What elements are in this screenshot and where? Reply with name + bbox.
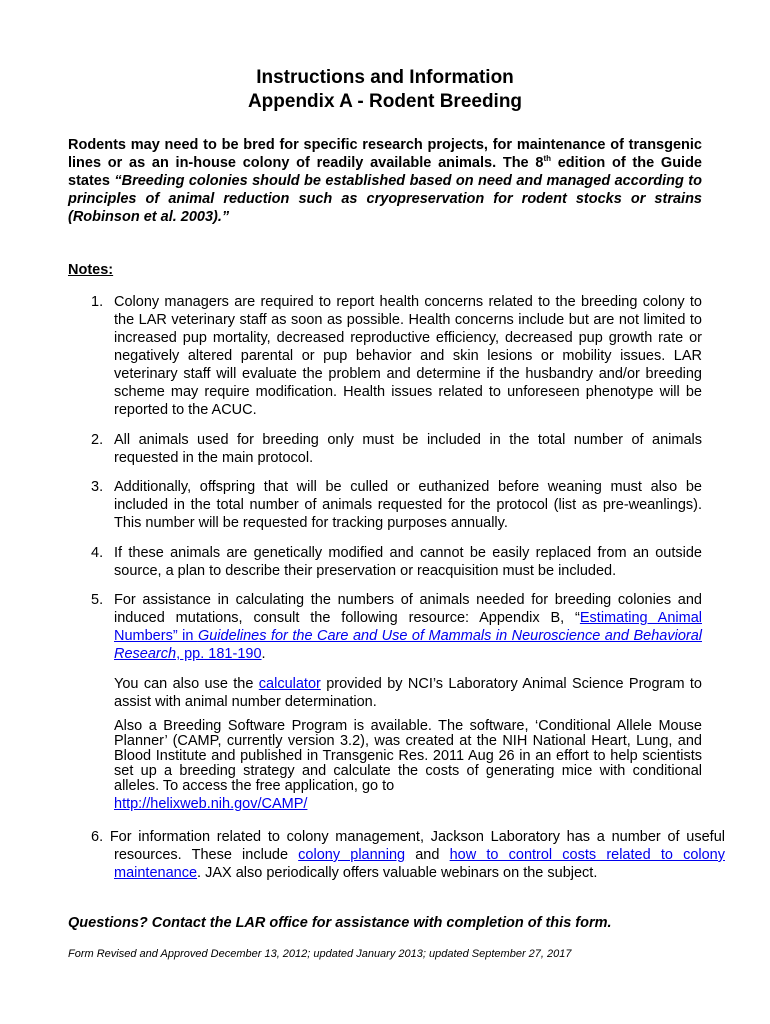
control-costs-link[interactable]: how to control costs related to colony maintenance <box>114 847 725 881</box>
guide-quote: “Breeding colonies should be established based on need and managed according to principles of animal reduction such as cryopreservation for rodent stocks or strains (Robinson et al. 2003).” <box>68 173 702 225</box>
list-number: 3. <box>91 479 104 495</box>
link-italic-text: Guidelines for the Care and Use of Mammals in Neuroscience and Behavioral Research <box>114 628 702 662</box>
notes-heading: Notes: <box>68 262 114 278</box>
calc-text-after: provided by NCI’s Laboratory Animal Science Program to assist with animal number determination. <box>114 676 702 710</box>
list-item <box>91 431 702 467</box>
calculator-link[interactable]: calculator <box>258 676 321 692</box>
list-number: 6. <box>91 829 104 845</box>
list-item-text: Colony managers are required to report health concerns related to the breeding colony to the LAR veterinary staff as soon as possible. Health concerns include but are not limited to increased pup mortality, decreased reproductive efficiency, decreased pup growth rate or negatively altered parental or pup behavior and skin lesions or mobility issues. LAR veterinary staff will evaluate the problem and determine if the husbandry and/or breeding scheme may require modification. Health issues related to unforeseen phenotype will be reported to the ACUC. <box>114 294 702 418</box>
software-paragraph <box>114 719 702 794</box>
form-revision-footer: Form Revised and Approved December 13, 2012; updated January 2013; updated September 27, 2017 <box>68 948 572 960</box>
camp-link[interactable]: http://helixweb.nih.gov/CAMP/ <box>114 796 308 812</box>
list-item-text: If these animals are genetically modified and cannot be easily replaced from an outside source, a plan to describe their preservation or reacquisition must be included. <box>114 545 702 579</box>
calc-text: You can also use the <box>114 676 259 692</box>
colony-planning-link[interactable]: colony planning <box>298 847 406 863</box>
calculator-paragraph <box>114 675 702 711</box>
list-number: 5. <box>91 592 104 608</box>
list-number: 4. <box>91 545 104 561</box>
intro-paragraph <box>68 136 702 226</box>
list-item <box>91 478 702 532</box>
list-number: 2. <box>91 432 104 448</box>
software-text: Also a Breeding Software Program is available. The software, ‘Conditional Allele Mouse Planner’ (CAMP, currently version 3.2), was created at the NIH National Heart, Lung, and Blood Institute and published in Transgenic Res. 2011 Aug 26 in an effort to help scientists set up a breeding strategy and calculate the costs of generating mice with conditional alleles. To access the free application, go to <box>114 718 702 794</box>
list-item-text: All animals used for breeding only must be included in the total number of animals requested in the main protocol. <box>114 432 702 466</box>
questions-contact: Questions? Contact the LAR office for assistance with completion of this form. <box>68 915 612 931</box>
item5-text: For assistance in calculating the numbers of animals needed for breeding colonies and induced mutations, consult the following resource: Appendix B, “ <box>114 592 702 626</box>
page-subtitle: Appendix A - Rodent Breeding <box>247 91 523 112</box>
list-item <box>91 544 702 580</box>
item6-text: For information related to colony management, Jackson Laboratory has a number of useful resources. These include <box>109 829 725 863</box>
list-item <box>91 293 702 419</box>
list-item-text <box>114 591 702 663</box>
intro-text: Rodents may need to be bred for specific research projects, for maintenance of transgenic lines or as an in-house colony of readily available animals. The 8 <box>68 137 702 171</box>
link-text: Estimating Animal Numbers” in <box>114 610 702 644</box>
camp-link-line <box>114 795 702 813</box>
page-title: Instructions and Information <box>256 67 514 88</box>
item6-and: and <box>405 847 450 863</box>
list-number: 1. <box>91 294 104 310</box>
list-item <box>91 591 702 663</box>
intro-superscript: th <box>543 154 551 163</box>
list-item <box>91 828 725 882</box>
item5-period: . <box>261 646 266 662</box>
link-pages-text: , pp. 181-190 <box>176 646 262 662</box>
list-item-text: Additionally, offspring that will be culled or euthanized before weaning must also be included in the total number of animals requested for the protocol (list as pre-weanlings). This number will be requested for tracking purposes annually. <box>114 479 702 531</box>
item6-text-after: . JAX also periodically offers valuable webinars on the subject. <box>197 865 598 881</box>
intro-text-2: edition of the Guide states <box>68 155 702 189</box>
